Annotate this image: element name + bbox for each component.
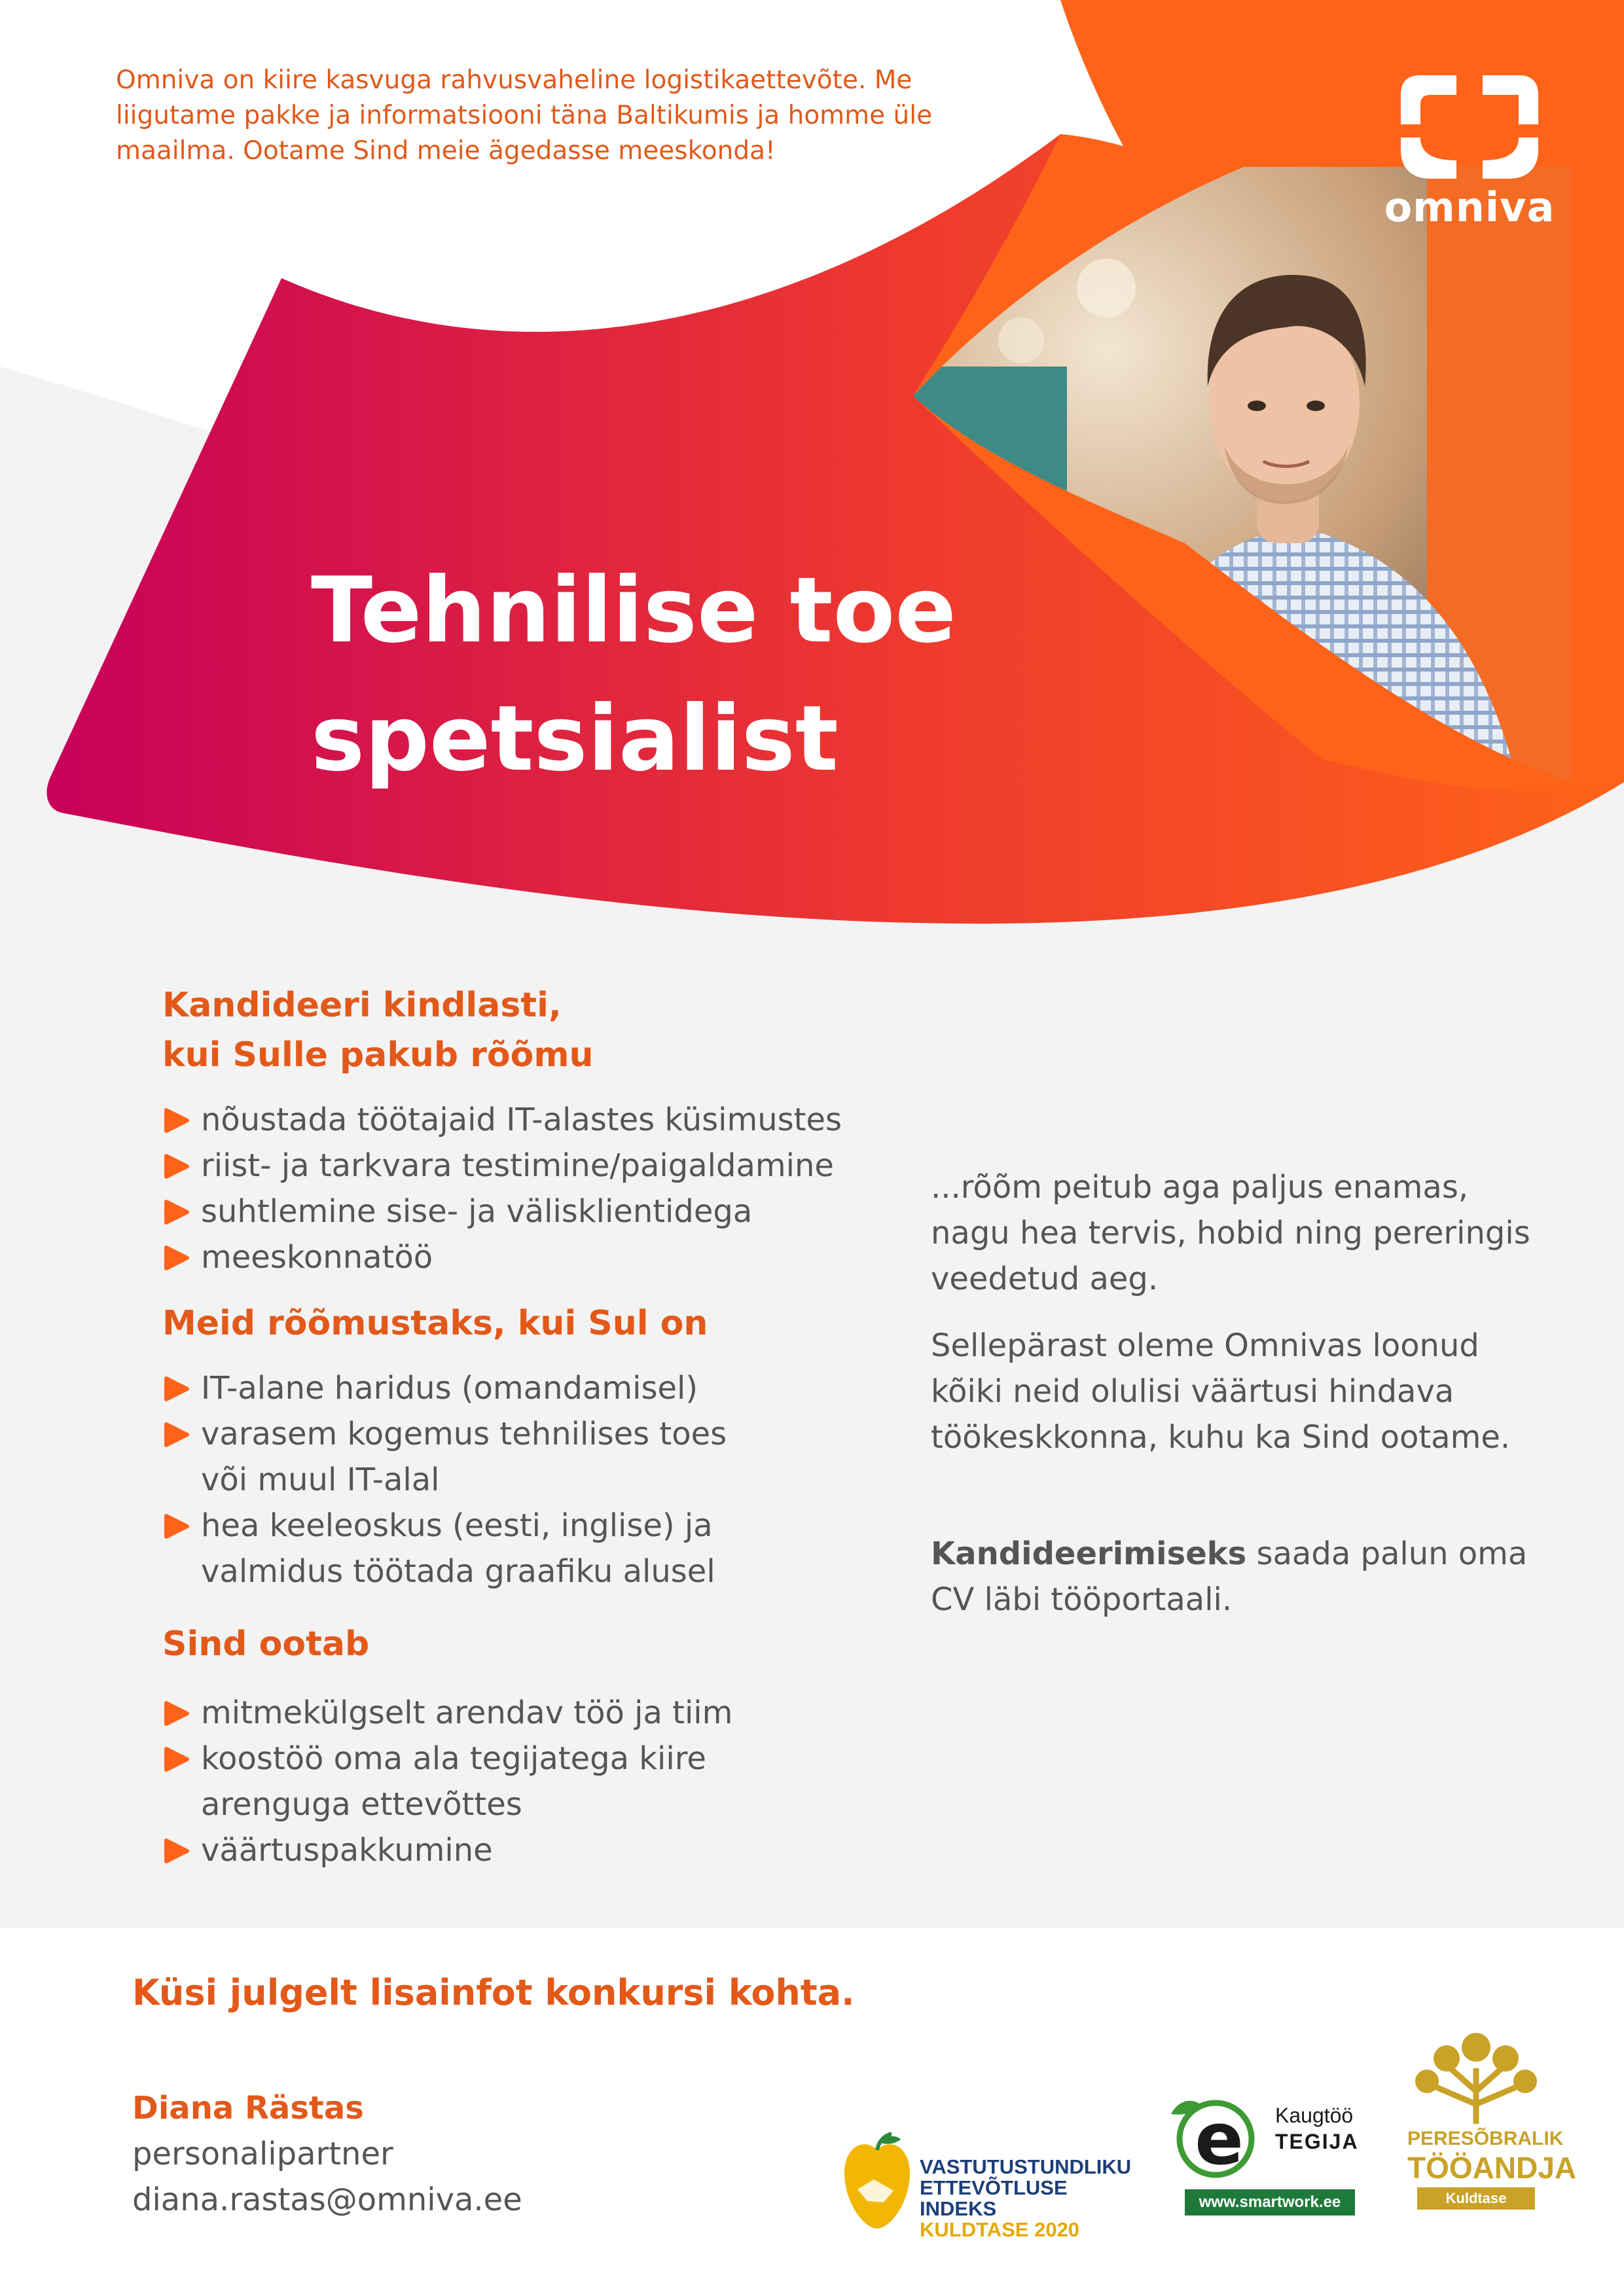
omniva-logo [1368, 62, 1571, 232]
badge1-line1: VASTUTUSTUNDLIKU [920, 2155, 1132, 2178]
right-paragraph-3 [931, 1531, 1540, 1623]
arrow-bullet-icon [162, 1152, 191, 1181]
arrow-bullet-icon [162, 1198, 191, 1227]
list-item-text: meeskonnatöö [201, 1239, 433, 1276]
list-item [162, 1411, 770, 1503]
omniva-wordmark: omniva [1384, 183, 1555, 231]
arrow-bullet-icon [162, 1374, 191, 1403]
badge-responsible-business [838, 2130, 1139, 2242]
list-item [162, 1503, 770, 1594]
list-item-text: riist- ja tarkvara testimine/paigaldamine [201, 1147, 834, 1184]
contact-role: personalipartner [132, 2136, 393, 2172]
list-item-text: nõustada töötajaid IT-alastes küsimustes [201, 1102, 842, 1138]
list-item [162, 1827, 922, 1873]
list-item-text: suhtlemine sise- ja välisklientidega [201, 1193, 753, 1230]
tree-icon [1407, 2029, 1545, 2127]
badge-remote-work [1155, 2088, 1365, 2219]
list-item-text: hea keeleoskus (eesti, inglise) ja valmidus töötada graafiku alusel [201, 1507, 715, 1590]
badge3-line1: PERESÕBRALIK [1407, 2128, 1564, 2149]
arrow-bullet-icon [162, 1512, 191, 1541]
apply-instructions: saada palun oma CV läbi tööportaali. [931, 1535, 1528, 1618]
list-item [162, 1690, 922, 1736]
arrow-bullet-icon [162, 1106, 191, 1135]
contact-name: Diana Rästas [132, 2090, 364, 2126]
left-column [162, 980, 922, 1873]
list-item-text: varasem kogemus tehnilises toes või muul IT-alal [201, 1416, 727, 1498]
list-item [162, 1736, 770, 1827]
list-item-text: väärtuspakkumine [201, 1832, 493, 1869]
badge3-line3: Kuldtase [1417, 2187, 1535, 2210]
contact-email[interactable]: diana.rastas@omniva.ee [132, 2181, 522, 2218]
job-title-line2: spetsialist [311, 686, 839, 791]
badge2-url: www.smartwork.ee [1185, 2189, 1355, 2215]
omniva-logo-icon [1394, 62, 1545, 180]
right-paragraph-2: Sellepärast oleme Omnivas loonud kõiki neid olulisi väärtusi hindava töökeskkonna, kuhu ka Sind ootame. [931, 1327, 1511, 1456]
section3-heading: Sind ootab [162, 1624, 370, 1664]
list-item [162, 1189, 922, 1234]
right-paragraph-1: ...rõõm peitub aga paljus enamas, nagu hea tervis, hobid ning pereringis veedetud aeg. [931, 1169, 1530, 1297]
section1-heading [162, 980, 922, 1080]
list-item [162, 1097, 922, 1143]
section1-heading-line1: Kandideeri kindlasti, [162, 986, 562, 1025]
apply-bold-word: Kandideerimiseks [931, 1535, 1247, 1572]
section3-list [162, 1690, 922, 1873]
badge-family-friendly [1407, 2029, 1577, 2219]
section2-heading: Meid rõõmustaks, kui Sul on [162, 1304, 708, 1343]
job-title-line1: Tehnilise toe [311, 558, 956, 663]
section2-list [162, 1365, 922, 1594]
right-column [931, 1164, 1540, 1623]
badge1-line3: KULDTASE 2020 [920, 2218, 1080, 2241]
arrow-bullet-icon [162, 1420, 191, 1449]
section1-heading-line2: kui Sulle pakub rõõmu [162, 1035, 594, 1075]
arrow-bullet-icon [162, 1837, 191, 1865]
badge2-line2: TEGIJA [1275, 2130, 1359, 2153]
list-item-text: IT-alane haridus (omandamisel) [201, 1370, 698, 1407]
apple-handshake-icon [838, 2130, 916, 2235]
badge3-line2: TÖÖANDJA [1407, 2151, 1577, 2185]
badge1-line2: ETTEVÕTLUSE INDEKS [920, 2176, 1068, 2220]
list-item [162, 1143, 922, 1189]
section1-list [162, 1097, 922, 1280]
contact-block [132, 2085, 522, 2223]
badge2-line1: Kaugtöö [1275, 2104, 1354, 2127]
list-item-text: koostöö oma ala tegijatega kiire arenguga ettevõttes [201, 1740, 706, 1823]
intro-text: Omniva on kiire kasvuga rahvusvaheline logistikaettevõte. Me liigutame pakke ja informatsiooni täna Baltikumis ja homme üle maailma. Ootame Sind meie ägedasse meeskonda! [116, 65, 933, 166]
list-item [162, 1234, 922, 1280]
arrow-bullet-icon [162, 1699, 191, 1728]
arrow-bullet-icon [162, 1244, 191, 1272]
list-item-text: mitmekülgselt arendav töö ja tiim [201, 1695, 733, 1731]
arrow-bullet-icon [162, 1745, 191, 1774]
job-title [311, 547, 965, 803]
footer-cta: Küsi julgelt lisainfot konkursi kohta. [132, 1972, 855, 2013]
list-item [162, 1365, 922, 1411]
badge2-mark: e [1195, 2097, 1244, 2181]
